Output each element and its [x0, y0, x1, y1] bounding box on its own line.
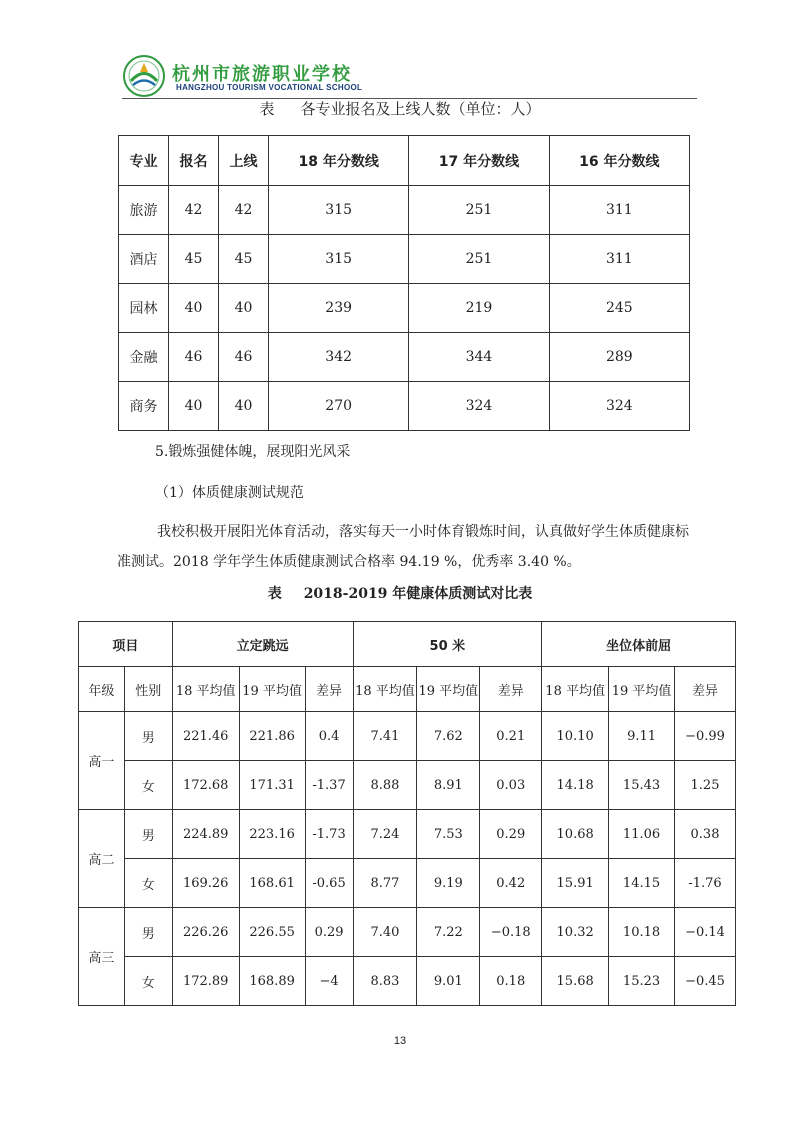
table2-value-cell: 14.15 — [609, 859, 675, 908]
table2-value-cell: -0.65 — [305, 859, 353, 908]
table2-value-cell: −0.99 — [674, 712, 735, 761]
table2-value-cell: 0.4 — [305, 712, 353, 761]
table1-cell: 40 — [219, 284, 269, 333]
table1-cell: 酒店 — [119, 235, 169, 284]
table2-sub-header: 19 平均值 — [239, 667, 305, 712]
table2-sub-header: 差异 — [480, 667, 542, 712]
table2-value-cell: 10.10 — [542, 712, 609, 761]
table1-cell: 金融 — [119, 333, 169, 382]
table2-group-header: 坐位体前屈 — [542, 622, 736, 667]
table2-row — [79, 908, 736, 957]
table1-cell: 219 — [409, 284, 549, 333]
page-number: 13 — [393, 1035, 407, 1047]
table2-grade-cell: 高三 — [79, 908, 125, 1006]
school-name-cn: 杭州市旅游职业学校 — [172, 64, 352, 85]
table2-value-cell: −0.18 — [480, 908, 542, 957]
table1-header-cell: 18 年分数线 — [269, 136, 409, 186]
table1-header-cell: 16 年分数线 — [549, 136, 689, 186]
table2-value-cell: 10.18 — [609, 908, 675, 957]
table2-value-cell: 0.21 — [480, 712, 542, 761]
table1-header-cell: 报名 — [169, 136, 219, 186]
table2-gender-cell: 男 — [124, 810, 172, 859]
table2-value-cell: 224.89 — [172, 810, 239, 859]
table1-cell: 315 — [269, 186, 409, 235]
table1-row — [119, 333, 690, 382]
table2-value-cell: 15.91 — [542, 859, 609, 908]
table1-row — [119, 235, 690, 284]
table2-value-cell: 172.68 — [172, 761, 239, 810]
table2-gender-header: 性别 — [124, 667, 172, 712]
table2-value-cell: 7.53 — [417, 810, 480, 859]
table2-value-cell: 7.24 — [353, 810, 417, 859]
table1-caption — [0, 98, 800, 119]
table1-cell: 46 — [169, 333, 219, 382]
table2-value-cell: 10.68 — [542, 810, 609, 859]
table2-value-cell: 223.16 — [239, 810, 305, 859]
table1-cell: 42 — [219, 186, 269, 235]
table2-value-cell: 8.88 — [353, 761, 417, 810]
table1-cell: 324 — [409, 382, 549, 431]
enrollment-table — [118, 135, 690, 431]
table1-cell: 42 — [169, 186, 219, 235]
table2-grade-header: 年级 — [79, 667, 125, 712]
table2-sub-header: 19 平均值 — [609, 667, 675, 712]
table1-header-cell: 上线 — [219, 136, 269, 186]
table1-cell: 342 — [269, 333, 409, 382]
table2-sub-header: 差异 — [305, 667, 353, 712]
table2-caption-text: 2018-2019 年健康体质测试对比表 — [303, 586, 533, 602]
table1-cell: 商务 — [119, 382, 169, 431]
table2-gender-cell: 男 — [124, 712, 172, 761]
table1-caption-tag: 表 — [259, 100, 275, 118]
table1-cell: 251 — [409, 186, 549, 235]
table2-row — [79, 810, 736, 859]
table2-value-cell: 10.32 — [542, 908, 609, 957]
table2-value-cell: 9.01 — [417, 957, 480, 1006]
table2-value-cell: 0.03 — [480, 761, 542, 810]
table2-value-cell: 11.06 — [609, 810, 675, 859]
table2-row — [79, 761, 736, 810]
table2-value-cell: -1.76 — [674, 859, 735, 908]
table2-item-header: 项目 — [79, 622, 173, 667]
school-logo-icon — [122, 54, 166, 98]
table2-sub-header: 差异 — [674, 667, 735, 712]
table2-value-cell: −0.45 — [674, 957, 735, 1006]
table2-group-header-row — [79, 622, 736, 667]
table1-cell: 45 — [169, 235, 219, 284]
table2-value-cell: 171.31 — [239, 761, 305, 810]
table2-caption — [0, 583, 800, 603]
table2-value-cell: 7.62 — [417, 712, 480, 761]
table2-value-cell: 15.68 — [542, 957, 609, 1006]
table2-value-cell: 9.11 — [609, 712, 675, 761]
table1-cell: 旅游 — [119, 186, 169, 235]
table2-value-cell: 0.29 — [305, 908, 353, 957]
table2-value-cell: 1.25 — [674, 761, 735, 810]
page-header — [122, 54, 697, 98]
table1-cell: 344 — [409, 333, 549, 382]
table2-row — [79, 859, 736, 908]
table1-cell: 251 — [409, 235, 549, 284]
table1-cell: 270 — [269, 382, 409, 431]
table2-value-cell: 226.55 — [239, 908, 305, 957]
table2-value-cell: 7.22 — [417, 908, 480, 957]
table1-header-row — [119, 136, 690, 186]
table2-gender-cell: 男 — [124, 908, 172, 957]
table2-value-cell: 168.61 — [239, 859, 305, 908]
table2-sub-header: 18 平均值 — [542, 667, 609, 712]
table1-cell: 239 — [269, 284, 409, 333]
table2-value-cell: −0.14 — [674, 908, 735, 957]
table1-cell: 245 — [549, 284, 689, 333]
table2-value-cell: 8.83 — [353, 957, 417, 1006]
table2-value-cell: −4 — [305, 957, 353, 1006]
table2-value-cell: 169.26 — [172, 859, 239, 908]
table2-value-cell: 0.18 — [480, 957, 542, 1006]
table2-gender-cell: 女 — [124, 761, 172, 810]
table2-value-cell: 172.89 — [172, 957, 239, 1006]
table2-value-cell: 8.91 — [417, 761, 480, 810]
table1-cell: 311 — [549, 235, 689, 284]
table1-cell: 315 — [269, 235, 409, 284]
table2-row — [79, 712, 736, 761]
table2-value-cell: 9.19 — [417, 859, 480, 908]
section-heading: 5.锻炼强健体魄，展现阳光风采 — [155, 444, 351, 460]
table2-value-cell: 14.18 — [542, 761, 609, 810]
table1-cell: 40 — [219, 382, 269, 431]
table2-sub-header-row — [79, 667, 736, 712]
table1-cell: 45 — [219, 235, 269, 284]
table1-cell: 324 — [549, 382, 689, 431]
table1-cell: 40 — [169, 284, 219, 333]
table2-value-cell: 0.29 — [480, 810, 542, 859]
table1-cell: 40 — [169, 382, 219, 431]
table1-row — [119, 186, 690, 235]
table2-gender-cell: 女 — [124, 859, 172, 908]
table1-caption-text: 各专业报名及上线人数（单位：人） — [300, 100, 541, 118]
table2-value-cell: -1.37 — [305, 761, 353, 810]
table2-value-cell: 15.23 — [609, 957, 675, 1006]
fitness-comparison-table — [78, 621, 736, 1006]
table2-group-header: 50 米 — [353, 622, 542, 667]
table2-row — [79, 957, 736, 1006]
school-name-en: HANGZHOU TOURISM VOCATIONAL SCHOOL — [176, 83, 363, 92]
section-paragraph: 我校积极开展阳光体育活动，落实每天一小时体育锻炼时间，认真做好学生体质健康标准测试。2018 学年学生体质健康测试合格率 94.19 %，优秀率 3.40 %。 — [117, 524, 689, 570]
table1-cell: 46 — [219, 333, 269, 382]
table1-header-cell: 专业 — [119, 136, 169, 186]
table1-row — [119, 284, 690, 333]
table2-value-cell: 7.41 — [353, 712, 417, 761]
table2-value-cell: -1.73 — [305, 810, 353, 859]
table1-header-cell: 17 年分数线 — [409, 136, 549, 186]
table1-cell: 289 — [549, 333, 689, 382]
table2-grade-cell: 高二 — [79, 810, 125, 908]
section-subheading: （1）体质健康测试规范 — [155, 485, 304, 501]
table2-group-header: 立定跳远 — [172, 622, 353, 667]
table1-cell: 园林 — [119, 284, 169, 333]
table2-value-cell: 0.42 — [480, 859, 542, 908]
table2-value-cell: 8.77 — [353, 859, 417, 908]
table2-value-cell: 0.38 — [674, 810, 735, 859]
table2-gender-cell: 女 — [124, 957, 172, 1006]
table2-grade-cell: 高一 — [79, 712, 125, 810]
table2-caption-tag: 表 — [267, 586, 282, 602]
table2-value-cell: 168.89 — [239, 957, 305, 1006]
table2-sub-header: 18 平均值 — [353, 667, 417, 712]
table2-value-cell: 221.86 — [239, 712, 305, 761]
table2-value-cell: 221.46 — [172, 712, 239, 761]
table1-row — [119, 382, 690, 431]
table2-sub-header: 19 平均值 — [417, 667, 480, 712]
table2-value-cell: 7.40 — [353, 908, 417, 957]
table1-cell: 311 — [549, 186, 689, 235]
table2-value-cell: 15.43 — [609, 761, 675, 810]
table2-sub-header: 18 平均值 — [172, 667, 239, 712]
table2-value-cell: 226.26 — [172, 908, 239, 957]
